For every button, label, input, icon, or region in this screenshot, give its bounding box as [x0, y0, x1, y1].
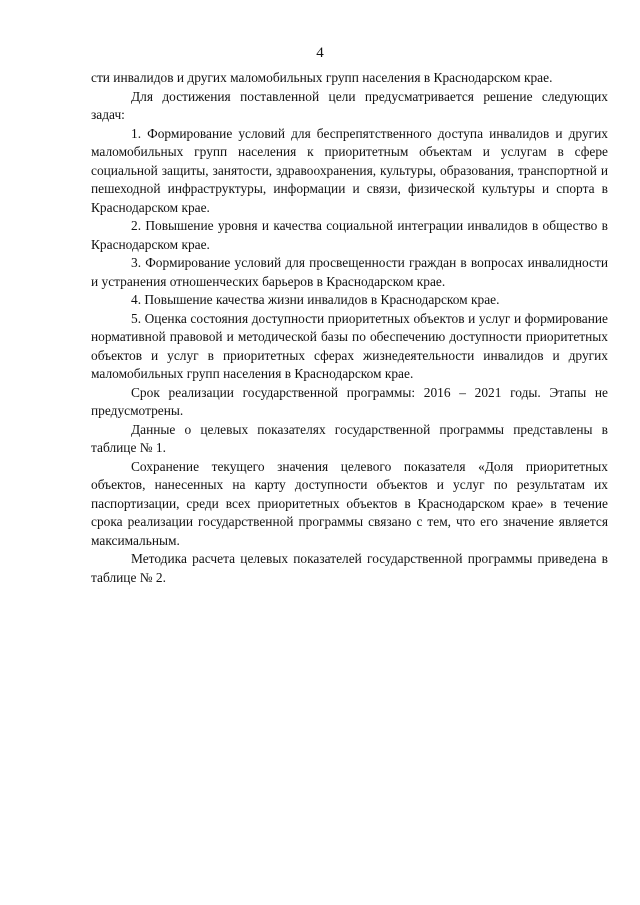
paragraph: Срок реализации государственной программы: 2016 – 2021 годы. Этапы не предусмотрены. — [91, 384, 608, 418]
task-item-2: 2. Повышение уровня и качества социальной интеграции инвалидов в общество в Краснодарском крае. — [91, 218, 608, 252]
task-item-5: 5. Оценка состояния доступности приоритетных объектов и услуг и формирование нормативной правовой и методической базы по обеспечению доступности приоритетных объектов и услуг в приоритетных сферах жизнедеятельности инвалидов и других маломобильных групп населения в Краснодарском крае. — [91, 310, 608, 381]
paragraph: Сохранение текущего значения целевого показателя «Доля приоритетных объектов, нанесенных на карту доступности объектов и услуг по результатам их паспортизации, среди всех приоритетных объектов в Краснодарском крае» в течение срока реализации государственной программы связано с тем, что его значение является максимальным. — [91, 458, 608, 548]
paragraph: сти инвалидов и других маломобильных групп населения в Краснодарском крае. — [91, 70, 553, 85]
document-body — [91, 69, 608, 587]
paragraph: Данные о целевых показателях государственной программы представлены в таблице № 1. — [91, 421, 608, 455]
task-item-4: 4. Повышение качества жизни инвалидов в Краснодарском крае. — [131, 292, 500, 307]
paragraph: Методика расчета целевых показателей государственной программы приведена в таблице № 2. — [91, 551, 608, 585]
task-item-1: 1. Формирование условий для беспрепятственного доступа инвалидов и других маломобильных групп населения к приоритетным объектам и услугам в сфере социальной защиты, занятости, здравоохранения, культуры, образования, транспортной и пешеходной инфраструктуры, информации и связи, физической культуры и спорта в Краснодарском крае. — [91, 125, 608, 215]
paragraph: Для достижения поставленной цели предусматривается решение следующих задач: — [91, 88, 608, 122]
page-number: 4 — [316, 45, 324, 61]
task-item-3: 3. Формирование условий для просвещенности граждан в вопросах инвалидности и устранения отношенческих барьеров в Краснодарском крае. — [91, 255, 608, 289]
